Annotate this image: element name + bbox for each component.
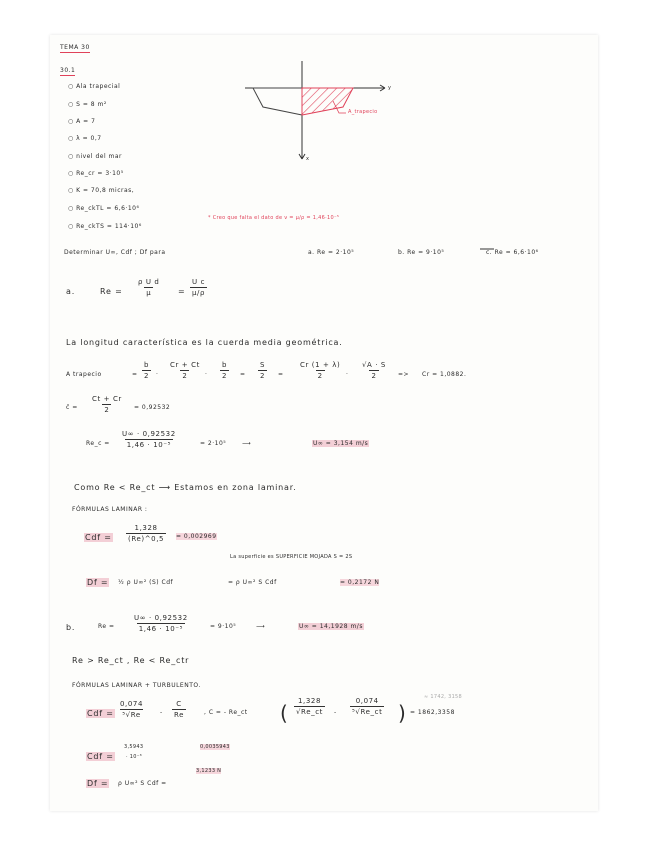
cdf-b-lhs: Cdf = [87, 709, 114, 718]
longitud-text: La longitud característica es la cuerda media geométrica. [66, 338, 343, 347]
case-a: a. Re = 2·10⁵ [308, 249, 355, 256]
atrap-f5: $\frac{Cr (1 + \lambda)}{2}$ [300, 361, 341, 380]
left-half-wing [253, 88, 302, 115]
data-list-label: nivel del mar [76, 153, 123, 160]
data-list-label: Re_ckTS = 114·10⁶ [76, 223, 142, 230]
axis-x-label: x [306, 156, 310, 162]
bullet-icon: ○ [68, 205, 77, 212]
rec-fraction: $\frac{U\infty \cdot 0,92532}{\text{1,46 · 10⁻⁵}}$ [122, 430, 176, 449]
formulas-lam-turb: FÓRMULAS LAMINAR + TURBULENTO. [72, 682, 201, 689]
re-fraction-2: $\frac{\text{U c}}{\mu/\rho}$ [192, 278, 206, 297]
bullet-icon: ○ [68, 118, 77, 125]
df-b-lhs: Df = [87, 779, 109, 788]
como-text: Como Re < Re_ct ⟶ Estamos en zona laminar. [74, 483, 297, 492]
atrap-f4: $\frac{S}{2}$ [260, 361, 266, 380]
part-b-label: b. [66, 623, 76, 632]
data-list-label: A = 7 [76, 118, 96, 125]
atrap-f3: $\frac{b}{2}$ [222, 361, 228, 380]
axis-y-label: y [388, 85, 392, 91]
bullet-icon: ○ [68, 223, 77, 230]
formulas-laminar: FÓRMULAS LAMINAR : [72, 506, 148, 513]
problem-number: 30.1 [60, 67, 76, 74]
part-b-lhs: Re = [98, 623, 115, 630]
df-a-result: = 0,2172 N [340, 579, 380, 586]
data-list-label: S = 8 m² [76, 101, 107, 108]
df-a-expr: ½ ρ U∞² (S) Cdf [118, 579, 174, 586]
wing-diagram [50, 35, 598, 811]
re-fraction-1: $\frac{\text{ρ U d}}{\mu}$ [138, 278, 160, 297]
case-c: c. Re = 6,6·10⁶ [486, 249, 539, 256]
cdf-b-f4: $\frac{0,074}{\text{⁵√Re\_ct}}$ [352, 697, 383, 716]
rec-lhs: Re_c = [86, 440, 110, 447]
bullet-icon: ○ [68, 135, 77, 142]
re-lhs: Re = [100, 287, 123, 296]
bullet-icon: ○ [68, 101, 77, 108]
cbar-result: = 0,92532 [134, 404, 171, 411]
df-a-mid: = ρ U∞² S Cdf [228, 579, 277, 586]
nu-note: * Creo que falta el dato de ν = μ/ρ = 1,46·10⁻⁵ [208, 215, 340, 221]
part-b-fraction: $\frac{U\infty \cdot 0,92532}{\text{1,46 · 10⁻⁵}}$ [134, 614, 188, 633]
cdf-a-lhs: Cdf = [85, 533, 112, 542]
bullet-icon: ○ [68, 170, 77, 177]
superficie-note: La superficie es SUPERFICIE MOJADA S = 2S [230, 554, 353, 560]
notebook-page: TEMA 30 30.1 ○ Ala trapecial ○ S = 8 m² ○ A = 7 ○ λ = 0,7 ○ nivel del mar ○ Re_cr = 3·10⁵ ○ K = 70,8 micras, ○ Re_ckTL = 6,6·10⁶ ○ Re_ckTS = 114·10⁶ y x A_trapecio * Creo que falta el dato de ν = μ/ρ = 1,46·10⁻⁵ Determinar U∞, Cdf ; Df para a. Re = 2·10⁵ b. Re = 9·10⁵ c. Re = 6,6·10⁶ a. Re = $\frac{\text{ρ U d}}{\mu}$ = $\frac{\text{U c}}{\mu/\rho}$ La longitud característica es la cuerda media geométrica. A trapecio = $\frac{b}{2}$ · $\frac{Cr + Ct}{2}$ · $\frac{b}{2}$ = $\frac{S}{2}$ = $\frac{Cr (1 + \lambda)}{2}$ · $\frac{√A \cdot S}{2}$ => Cr = 1,0882. c̄ = $\frac{Ct + Cr}{2}$ = 0,92532 Re_c = $\frac{U\infty \cdot 0,92532}{\text{1,46 · 10⁻⁵}}$ = 2·10⁵ ⟶ U∞ = 3,154 m/s Como Re < Re_ct ⟶ Estamos en zona laminar. FÓRMULAS LAMINAR : Cdf = $\frac{1,328}{(Re)\^{}0,5}$ = 0,002969 La superficie es SUPERFICIE MOJADA S = 2S Df = ½ ρ U∞² (S) Cdf = ρ U∞² S Cdf = 0,2172 N b. Re = $\frac{U\infty \cdot 0,92532}{\text{1,46 · 10⁻⁵}}$ = 9·10⁵ ⟶ U∞ = 14,1928 m/s Re > Re_ct , Re < Re_ctr FÓRMULAS LAMINAR + TURBULENTO. Cdf = $\frac{0,074}{\text{⁵√Re}}$ - $\frac{C}{Re}$ , C = - Re_ct ( $\frac{1,328}{√Re\_ct}$ - $\frac{0,074}{\text{⁵√Re\_ct}}$ ) = 1862,3358 ≈ 1742, 3158 Cdf = 3,5943 · 10⁻³ 0,0035943 Df = ρ U∞² S Cdf = 3,1233 N [50, 35, 598, 811]
u-result-a: U∞ = 3,154 m/s [313, 440, 369, 447]
tema-title: TEMA 30 [60, 44, 90, 51]
df-b-expr: ρ U∞² S Cdf = [118, 780, 167, 787]
data-list-label: Ala trapecial [76, 83, 121, 90]
data-list-label: Re_cr = 3·10⁵ [76, 170, 124, 177]
bullet-icon: ○ [68, 153, 77, 160]
bullet-icon: ○ [68, 187, 77, 194]
c-result: = 1862,3358 [410, 709, 455, 716]
cdf-b-f2: $\frac{C}{Re}$ [174, 700, 185, 719]
atrap-f1: $\frac{b}{2}$ [144, 361, 150, 380]
cdf-b-f1: $\frac{0,074}{\text{⁵√Re}}$ [120, 700, 144, 719]
cdf-b-f3: $\frac{1,328}{√Re\_ct}$ [296, 697, 324, 716]
df-b-result: 3,1233 N [196, 768, 222, 774]
case-b: b. Re = 9·10⁵ [398, 249, 445, 256]
u-result-b: U∞ = 14,1928 m/s [299, 623, 363, 630]
cbar-lhs: c̄ = [66, 404, 78, 411]
data-list-label: K = 70,8 micras, [76, 187, 135, 194]
c-note: ≈ 1742, 3158 [424, 694, 463, 700]
atrap-label: A trapecio [66, 371, 102, 378]
cdf-b2-bottom: · 10⁻³ [126, 754, 142, 760]
atrap-arrow: => [398, 371, 410, 378]
cdf-b2-top: 3,5943 [124, 744, 144, 750]
determine-text: Determinar U∞, Cdf ; Df para [64, 249, 166, 256]
cdf-a-fraction: $\frac{1,328}{(Re)\^{}0,5}$ [128, 524, 165, 543]
cdf-a-result: = 0,002969 [176, 533, 217, 540]
trapezoid-area [302, 88, 353, 115]
data-list-label: λ = 0,7 [76, 135, 102, 142]
cbar-fraction: $\frac{Ct + Cr}{2}$ [92, 395, 122, 414]
trapezoid-label: A_trapecio [348, 109, 378, 115]
part-a-label: a. [66, 287, 76, 296]
cdf-b2-mid: 0,0035943 [200, 744, 230, 750]
data-list-label: Re_ckTL = 6,6·10⁶ [76, 205, 140, 212]
part-b-rhs: = 9·10⁵ [210, 623, 237, 630]
atrap-f6: $\frac{√A \cdot S}{2}$ [362, 361, 386, 380]
cr-result: Cr = 1,0882. [422, 371, 467, 378]
rec-rhs: = 2·10⁵ [200, 440, 227, 447]
df-a-lhs: Df = [87, 578, 109, 587]
relation-text: Re > Re_ct , Re < Re_ctr [72, 656, 190, 665]
c-expr: , C = - Re_ct [204, 709, 248, 716]
cdf-b2-lhs: Cdf = [87, 752, 114, 761]
atrap-f2: $\frac{Cr + Ct}{2}$ [170, 361, 200, 380]
bullet-icon: ○ [68, 83, 77, 90]
